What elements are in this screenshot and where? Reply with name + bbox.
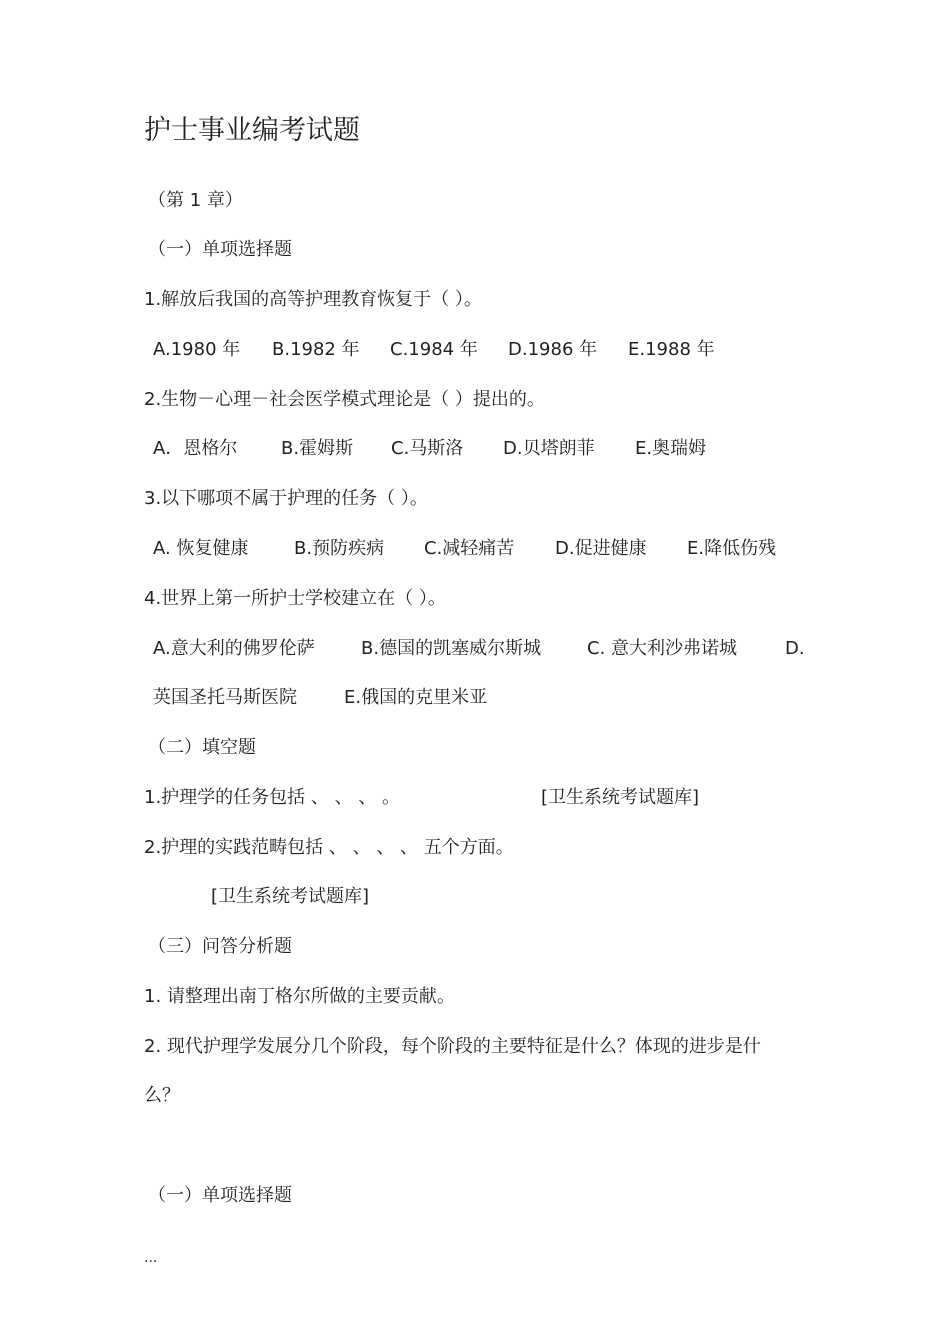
q3-option-a: A. 恢复健康 [153,538,249,559]
q3-option-e: E.降低伤残 [687,538,777,559]
chapter-label: （第 1 章） [148,190,243,211]
q3-option-d: D.促进健康 [555,538,647,559]
question-2-text: 2.生物－心理－社会医学模式理论是（ ）提出的。 [144,389,545,410]
q4-option-a: A.意大利的佛罗伦萨 [153,638,315,659]
q3-option-c: C.减轻痛苦 [424,538,515,559]
q1-option-c: C.1984 年 [390,339,478,360]
q2-option-a: A．恩格尔 [153,438,238,459]
q1-option-b: B.1982 年 [272,339,360,360]
q4-option-d-prefix: D. [785,638,805,659]
fill-question-2-text: 2.护理的实践范畴包括 、 、 、 、 五个方面。 [144,837,514,858]
continuation-ellipsis: ... [144,1250,158,1266]
fill-question-1-source: [卫生系统考试题库] [541,787,700,808]
q1-option-e: E.1988 年 [628,339,715,360]
essay-question-2-line1: 2. 现代护理学发展分几个阶段，每个阶段的主要特征是什么？体现的进步是什 [144,1036,761,1057]
fill-question-2-source: [卫生系统考试题库] [211,886,370,907]
document-title: 护士事业编考试题 [144,115,360,146]
q4-option-c: C. 意大利沙弗诺城 [587,638,738,659]
q2-option-e: E.奥瑞姆 [635,438,707,459]
q4-option-b: B.德国的凯塞威尔斯城 [361,638,542,659]
fill-question-1-text: 1.护理学的任务包括 、 、 、 。 [144,787,401,808]
section-heading-single-choice-2: （一）单项选择题 [148,1185,292,1206]
essay-question-2-line2: 么？ [144,1085,180,1106]
question-4-text: 4.世界上第一所护士学校建立在（ ）。 [144,588,446,609]
q1-option-a: A.1980 年 [153,339,241,360]
q4-option-e: E.俄国的克里米亚 [344,687,488,708]
q2-option-c: C.马斯洛 [391,438,464,459]
question-3-text: 3.以下哪项不属于护理的任务（ ）。 [144,488,428,509]
q3-option-b: B.预防疾病 [294,538,385,559]
q4-option-d-text: 英国圣托马斯医院 [153,687,297,708]
essay-question-1: 1. 请整理出南丁格尔所做的主要贡献。 [144,986,455,1007]
q2-option-d: D.贝塔朗菲 [503,438,595,459]
q2-option-b: B.霍姆斯 [281,438,354,459]
section-heading-essay: （三）问答分析题 [148,936,292,957]
q1-option-d: D.1986 年 [508,339,598,360]
section-heading-single-choice: （一）单项选择题 [148,239,292,260]
section-heading-fill-blank: （二）填空题 [148,737,256,758]
question-1-text: 1.解放后我国的高等护理教育恢复于（ ）。 [144,289,482,310]
